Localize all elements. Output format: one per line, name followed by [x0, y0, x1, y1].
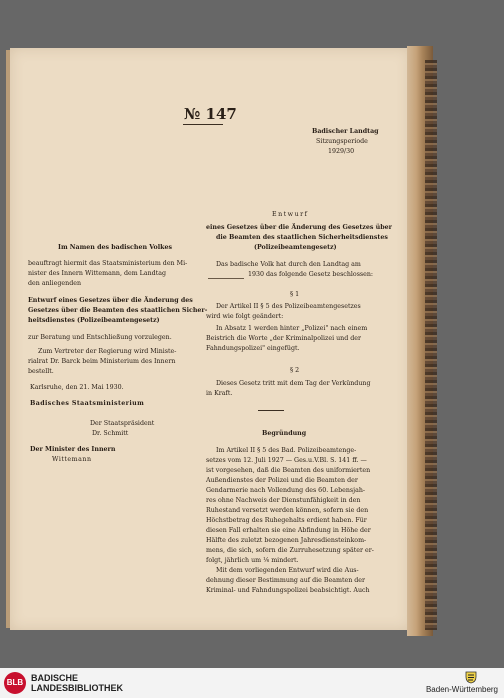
draft-title-line: eines Gesetzes über die Änderung des Gesetzes über [206, 224, 392, 231]
left-para2-line: heitsdienstes (Polizeibeamtengesetz) [28, 317, 160, 324]
minister-title: Der Minister des Innern [30, 446, 116, 453]
left-para2-line: Gesetzes über die Beamten des staatlichen Sicher- [28, 307, 208, 314]
left-para1-line: beauftragt hiermit das Staatsministerium den Mi- [28, 260, 188, 267]
number-underline [183, 124, 223, 125]
reason-line: diesen Fall erhalten sie eine Abfindung in Höhe der [206, 527, 371, 534]
reason-heading: Begründung [262, 430, 307, 437]
footer-bar [0, 668, 504, 698]
intro-line: Das badische Volk hat durch den Landtag am [216, 261, 361, 268]
document-number: № 147 [184, 105, 237, 123]
section-1-line: In Absatz 1 werden hinter „Polizei" nach einem [216, 325, 368, 332]
section-2-label: § 2 [290, 367, 300, 374]
state-name: Baden-Württemberg [425, 685, 498, 694]
section-divider [258, 410, 284, 411]
reason-line: Mit dem vorliegenden Entwurf wird die Aus- [216, 567, 359, 574]
left-para1-line: den anliegenden [28, 280, 82, 287]
draft-title-line: die Beamten des staatlichen Sicherheitsdienstes [216, 234, 388, 241]
left-para2-line: Entwurf eines Gesetzes über die Änderung des [28, 297, 193, 304]
book-spine [425, 60, 437, 630]
date-blank [208, 278, 244, 279]
signing-date: Karlsruhe, den 21. Mai 1930. [30, 384, 124, 391]
section-2-line: in Kraft. [206, 390, 233, 397]
left-title: Im Namen des badischen Volkes [58, 244, 173, 251]
reason-line: Außendienstes der Polizei und die Beamten der [206, 477, 358, 484]
draft-heading: Entwurf [272, 211, 309, 218]
minister-name: Wittemann [52, 456, 92, 463]
president-title: Der Staatspräsident [90, 420, 155, 427]
reason-line: Im Artikel II § 5 des Bad. Polizeibeamtenge- [216, 447, 357, 454]
reason-line: Höchstbetrag des Ruhegehalts erdient haben. Für [206, 517, 367, 524]
reason-line: mens, die sich, sofern die Zurruhesetzung später er- [206, 547, 374, 554]
draft-title-line: (Polizeibeamtengesetz) [254, 244, 337, 251]
header-line-3: 1929/30 [328, 148, 355, 155]
header-line-1: Badischer Landtag [312, 128, 379, 135]
reason-line: Gendarmerie nach Vollendung des 60. Lebensjah- [206, 487, 366, 494]
section-1-line: wird wie folgt geändert: [206, 313, 284, 320]
library-name [31, 673, 123, 693]
header-line-2: Sitzungsperiode [316, 138, 368, 145]
left-para3-line: zur Beratung und Entschließung vorzulegen. [28, 334, 172, 341]
left-para1-line: nister des Innern Wittemann, dem Landtag [28, 270, 167, 277]
president-name: Dr. Schmitt [92, 430, 129, 437]
left-para3-line: Zum Vertreter der Regierung wird Ministe- [38, 348, 177, 355]
section-1-label: § 1 [290, 291, 300, 298]
blb-logo: BLB [4, 672, 26, 694]
section-1-line: Der Artikel II § 5 des Polizeibeamtengesetzes [216, 303, 361, 310]
section-1-line: Fahndungspolizei" eingefügt. [206, 345, 300, 352]
reason-line: setzes vom 12. Juli 1927 — Ges.u.V.Bl. S. 141 ff. — [206, 457, 367, 464]
section-1-line: Beistrich die Worte „der Kriminalpolizei und der [206, 335, 362, 342]
coat-of-arms-icon [464, 670, 478, 684]
reason-line: ist vorgesehen, daß die Beamten des uniformierten [206, 467, 371, 474]
reason-line: res ohne Nachweis der Dienstunfähigkeit in den [206, 497, 361, 504]
left-para3-line: rialrat Dr. Barck beim Ministerium des Innern [28, 358, 176, 365]
section-2-line: Dieses Gesetz tritt mit dem Tag der Verkündung [216, 380, 371, 387]
library-name-line-2: LANDESBIBLIOTHEK [31, 683, 123, 693]
reason-line: Kriminal- und Fahndungspolizei beabsichtigt. Auch [206, 587, 370, 594]
reason-line: folgt, jährlich um ⅙ mindert. [206, 557, 299, 564]
reason-line: dehnung dieser Bestimmung auf die Beamten der [206, 577, 366, 584]
ministry-name: Badisches Staatsministerium [30, 400, 145, 407]
reason-line: Ruhestand versetzt werden können, sofern sie den [206, 507, 369, 514]
intro-line: 1930 das folgende Gesetz beschlossen: [248, 271, 374, 278]
library-name-line-1: BADISCHE [31, 673, 79, 683]
left-para3-line: bestellt. [28, 368, 54, 375]
reason-line: Hälfte des zuletzt bezogenen Jahresdiensteinkom- [206, 537, 367, 544]
